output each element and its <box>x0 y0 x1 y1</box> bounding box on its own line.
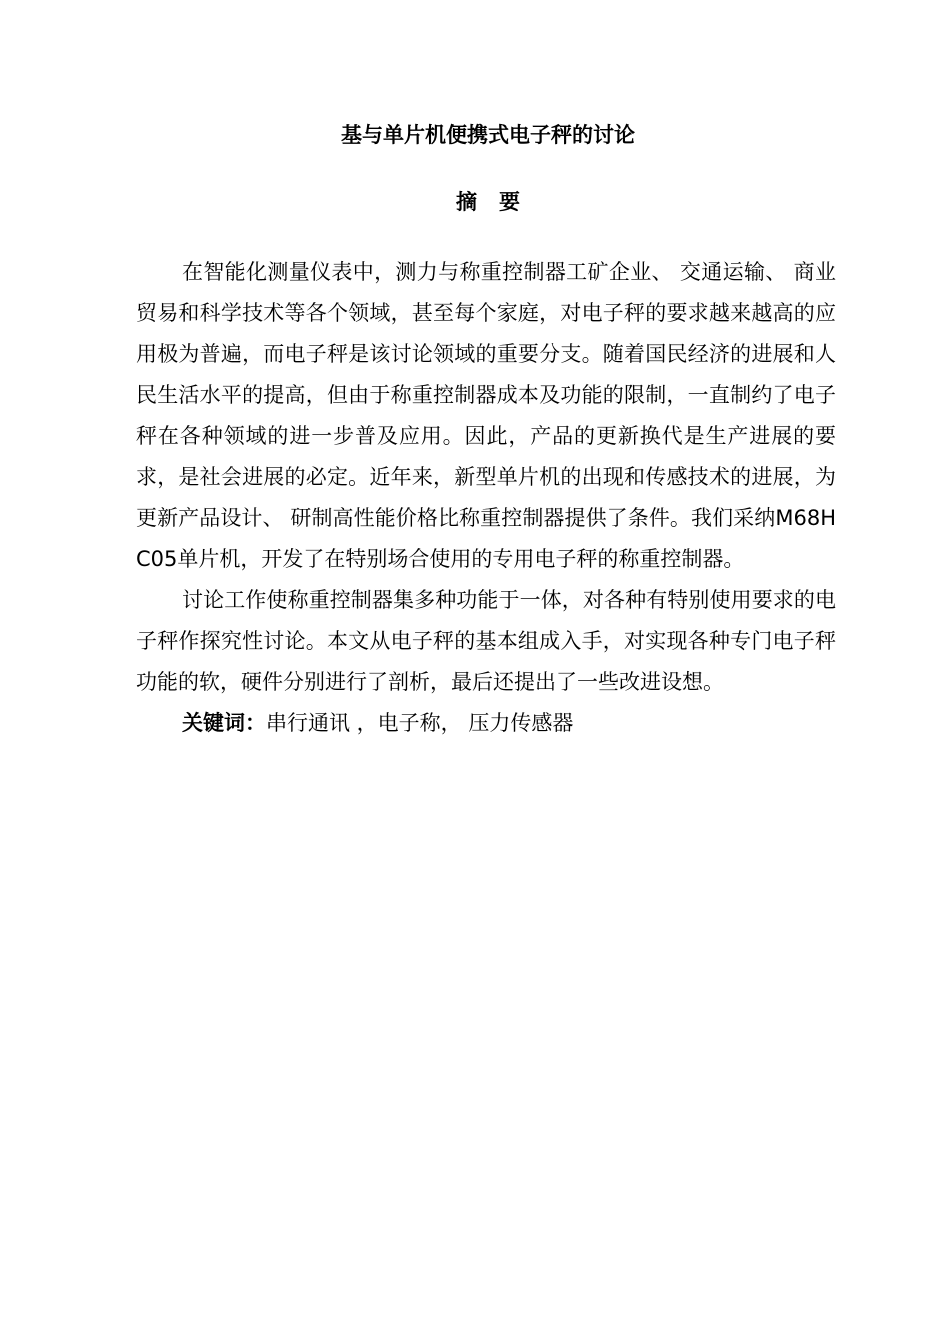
abstract-body <box>136 252 836 744</box>
document-title: 基与单片机便携式电子秤的讨论 <box>341 123 635 147</box>
abstract-heading-char-2: 要 <box>499 190 520 214</box>
keywords-label: 关键词： <box>182 711 266 735</box>
abstract-paragraph-2: 讨论工作使称重控制器集多种功能于一体，对各种有特别使用要求的电子秤作探究性讨论。本文从电子秤的基本组成入手，对实现各种专门电子秤功能的软，硬件分别进行了剖析，最后还提出了一些改进设想。 <box>136 588 836 694</box>
keywords-value: 串行通讯 ，电子称， 压力传感器 <box>266 711 574 735</box>
abstract-heading-char-1: 摘 <box>456 190 477 214</box>
abstract-heading <box>0 185 950 219</box>
abstract-paragraph-1: 在智能化测量仪表中，测力与称重控制器工矿企业、 交通运输、 商业贸易和科学技术等各个领域，甚至每个家庭，对电子秤的要求越来越高的应用极为普遍，而电子秤是该讨论领域的重要分支。随着国民经济的进展和人民生活水平的提高，但由于称重控制器成本及功能的限制，一直制约了电子秤在各种领域的进一步普及应用。因此，产品的更新换代是生产进展的要求，是社会进展的必定。近年来，新型单片机的出现和传感技术的进展，为更新产品设计、 研制高性能价格比称重控制器提供了条件。我们采纳M68HC05单片机，开发了在特别场合使用的专用电子秤的称重控制器。 <box>136 260 836 571</box>
keywords-line <box>136 703 836 744</box>
